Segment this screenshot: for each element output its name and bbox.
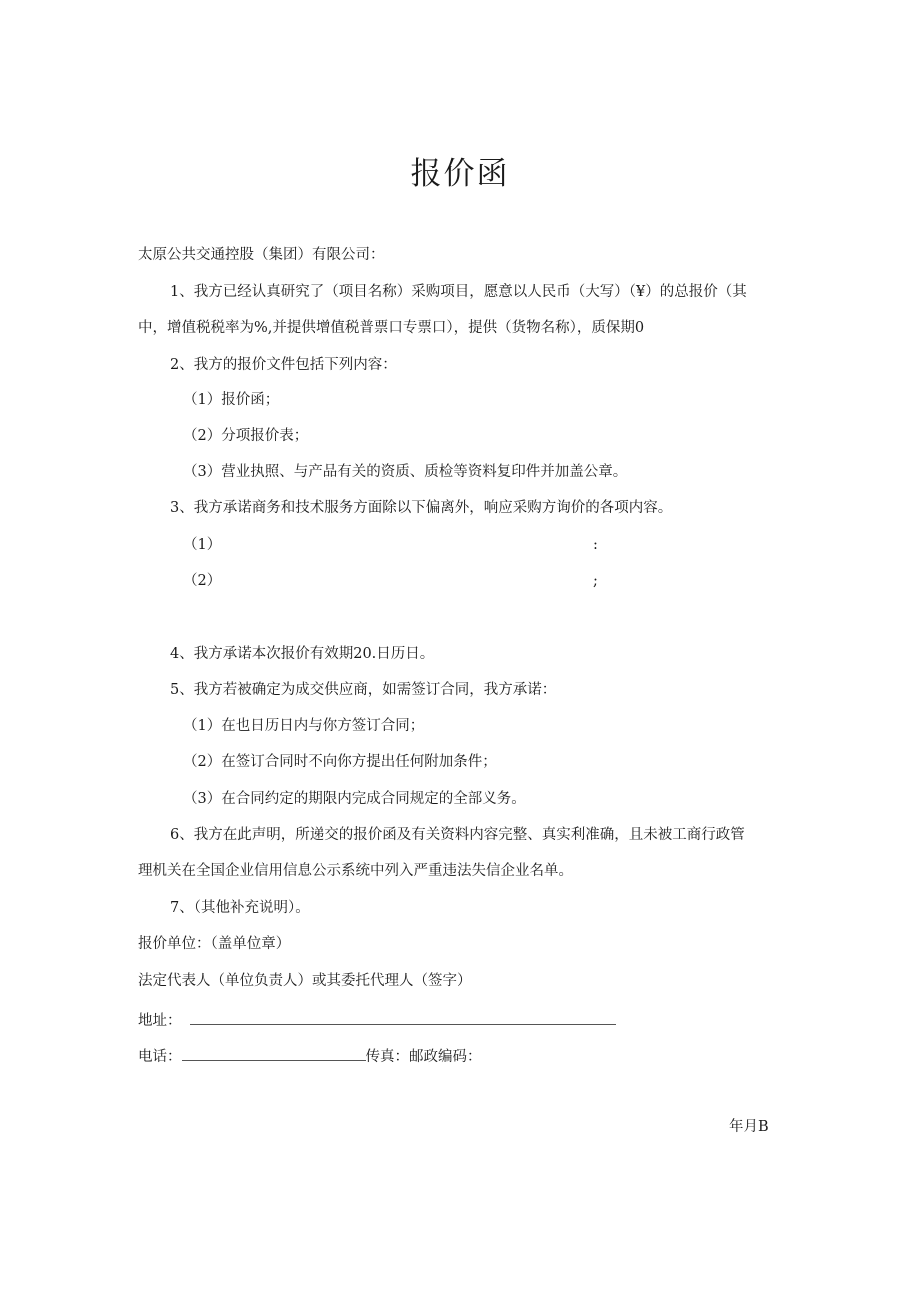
paragraph-4: 4、我方承诺本次报价有效期20.日历日。 <box>170 646 435 662</box>
phone-blank <box>182 1046 366 1061</box>
paragraph-2-item-3: （3）营业执照、与产品有关的资质、质检等资料复印件并加盖公章。 <box>183 464 628 480</box>
paragraph-6-line-1: 6、我方在此声明，所递交的报价函及有关资料内容完整、真实利准确，且未被工商行政管 <box>170 827 745 843</box>
document-title: 报价函 <box>410 156 510 192</box>
deviation-item-2-label: （2） <box>183 573 222 589</box>
paragraph-5: 5、我方若被确定为成交供应商，如需签订合同，我方承诺： <box>170 682 557 698</box>
fax-postcode-label: 传真：邮政编码： <box>365 1049 482 1065</box>
paragraph-2-item-1: （1）报价函； <box>183 392 280 408</box>
deviation-item-1-label: （1） <box>183 537 222 553</box>
deviation-item-2-end: ; <box>593 573 598 589</box>
paragraph-5-item-2: （2）在签订合同时不向你方提出任何附加条件； <box>183 754 497 770</box>
date-line: 年月B <box>729 1118 769 1135</box>
paragraph-6-line-2: 理机关在全国企业信用信息公示系统中列入严重违法失信企业名单。 <box>138 863 573 879</box>
paragraph-2-item-2: （2）分项报价表； <box>183 428 309 444</box>
address-blank <box>190 1010 616 1025</box>
phone-label: 电话： <box>138 1049 182 1065</box>
quote-unit-line: 报价单位：（盖单位章） <box>138 936 291 952</box>
paragraph-5-item-3: （3）在合同约定的期限内完成合同规定的全部义务。 <box>183 791 526 807</box>
paragraph-5-item-1: （1）在也日历日内与你方签订合同； <box>183 718 425 734</box>
deviation-item-1-end: : <box>593 537 598 553</box>
paragraph-7: 7、（其他补充说明）。 <box>170 900 310 916</box>
paragraph-3: 3、我方承诺商务和技术服务方面除以下偏离外，响应采购方询价的各项内容。 <box>170 500 673 516</box>
address-line <box>138 1010 616 1031</box>
legal-representative-line: 法定代表人（单位负责人）或其委托代理人（签字） <box>138 973 472 989</box>
addressee: 太原公共交通控股（集团）有限公司： <box>138 247 385 263</box>
contact-line <box>138 1046 482 1067</box>
address-label: 地址： <box>138 1013 182 1029</box>
paragraph-1-line-1: 1、我方已经认真研究了（项目名称）采购项目，愿意以人民币（大写）（¥）的总报价（其 <box>170 284 747 300</box>
paragraph-1-line-2: 中，增值税税率为%,并提供增值税普票口专票口），提供（货物名称），质保期0 <box>138 320 645 336</box>
paragraph-2: 2、我方的报价文件包括下列内容： <box>170 357 397 373</box>
